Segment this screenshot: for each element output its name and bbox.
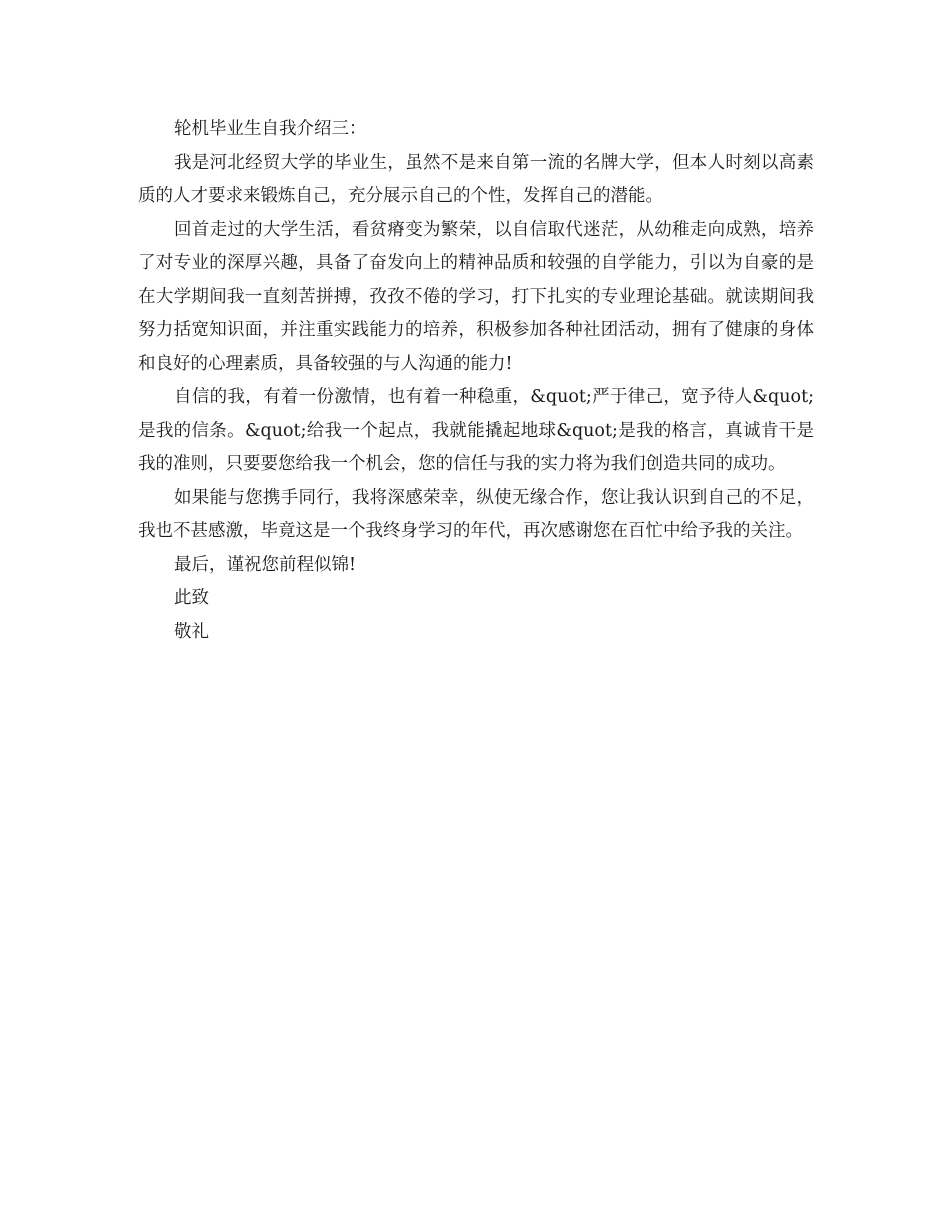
paragraph-4: 如果能与您携手同行，我将深感荣幸，纵使无缘合作，您让我认识到自己的不足，我也不甚感激，毕竟这是一个我终身学习的年代，再次感谢您在百忙中给予我的关注。 (138, 487, 814, 541)
closing-regards: 敬礼 (174, 621, 209, 642)
paragraph-5: 最后，谨祝您前程似锦! (174, 554, 357, 575)
paragraph-1: 我是河北经贸大学的毕业生，虽然不是来自第一流的名牌大学，但本人时刻以高素质的人才要求来锻炼自己，充分展示自己的个性，发挥自己的潜能。 (138, 152, 814, 206)
paragraph-2: 回首走过的大学生活，看贫瘠变为繁荣，以自信取代迷茫，从幼稚走向成熟，培养了对专业的深厚兴趣，具备了奋发向上的精神品质和较强的自学能力，引以为自豪的是在大学期间我一直刻苦拼搏，孜孜不倦的学习，打下扎实的专业理论基础。就读期间我努力括宽知识面，并注重实践能力的培养，积极参加各种社团活动，拥有了健康的身体和良好的心理素质，具备较强的与人沟通的能力! (138, 219, 814, 374)
paragraph-3: 自信的我，有着一份激情，也有着一种稳重，&quot;严于律己，宽予待人&quot;是我的信条。&quot;给我一个起点，我就能撬起地球&quot;是我的格言，真诚肯干是我的准则，只要要您给我一个机会，您的信任与我的实力将为我们创造共同的成功。 (138, 387, 814, 474)
document-body (138, 113, 814, 649)
document-title: 轮机毕业生自我介绍三： (174, 119, 367, 139)
closing-salutation: 此致 (174, 588, 209, 608)
